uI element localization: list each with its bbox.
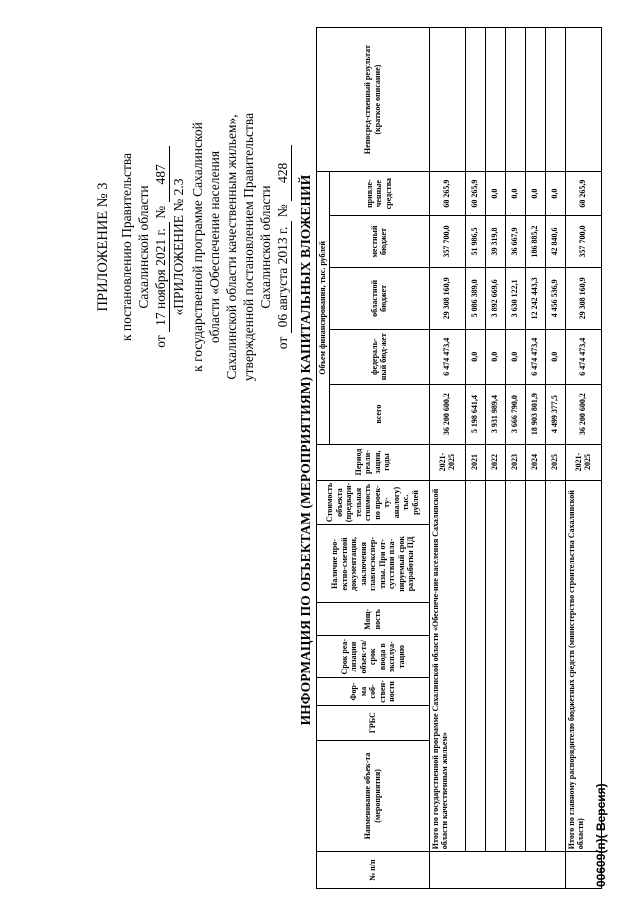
- cell-federal: 6 474 473,4: [525, 329, 545, 384]
- cell-period: 2021-2025: [565, 444, 601, 480]
- cell-other: 0,0: [545, 172, 565, 216]
- result-cell: [565, 28, 601, 172]
- program-appendix-number: 428: [274, 145, 292, 201]
- header-federal: федераль-ный бюд-жет: [329, 329, 429, 384]
- appendix-from-prefix: от: [153, 335, 168, 348]
- cell-other: 60 265,9: [429, 172, 465, 216]
- result-cell: [485, 28, 505, 172]
- section1-empty-cell: [485, 480, 505, 852]
- result-cell: [465, 28, 485, 172]
- cell-federal: 0,0: [505, 329, 525, 384]
- cell-regional: 5 086 389,0: [465, 267, 485, 329]
- section1-body: [429, 28, 565, 889]
- cell-federal: 0,0: [465, 329, 485, 384]
- appendix-date-line: [152, 67, 170, 427]
- cell-total: 5 198 641,4: [465, 384, 485, 444]
- cell-total: 36 200 600,2: [565, 384, 601, 444]
- cell-local: 51 986,5: [465, 216, 485, 268]
- result-cell: [505, 28, 525, 172]
- header-grbs: ГРБС: [317, 705, 430, 740]
- appendix-date: 17 ноября 2021 г.: [152, 222, 170, 332]
- cell-total: 3 666 790,0: [505, 384, 525, 444]
- result-cell: [429, 28, 465, 172]
- section1-empty-cell: [505, 480, 525, 852]
- cell-regional: 12 242 443,3: [525, 267, 545, 329]
- header-name: Наименование объек-та (мероприятия): [317, 740, 430, 852]
- section1-empty-cell: [525, 480, 545, 852]
- header-form: Фор-ма соб-ствен-ности: [317, 678, 430, 706]
- header-cost: Стоимость объекта (предвари-тельная стоимость по проек-ту-аналогу) тыс. рублей: [317, 480, 430, 525]
- cell-federal: 6 474 473,4: [429, 329, 465, 384]
- cell-other: 0,0: [505, 172, 525, 216]
- cell-total: 36 200 600,2: [429, 384, 465, 444]
- program-appendix-header: [170, 67, 292, 427]
- header-result: Непосред-ственный результат (краткое описание): [317, 28, 430, 172]
- document-title: ИНФОРМАЦИЯ ПО ОБЪЕКТАМ (МЕРОПРИЯТИЯМ) КАПИТАЛЬНЫХ ВЛОЖЕНИЙ: [298, 174, 313, 726]
- result-cell: [525, 28, 545, 172]
- section1-num-cell: [429, 852, 565, 889]
- appendix-number: 487: [152, 146, 170, 202]
- capital-investments-table: [316, 27, 602, 889]
- cell-total: 3 931 989,4: [485, 384, 505, 444]
- cell-other: 0,0: [485, 172, 505, 216]
- cell-period: 2022: [485, 444, 505, 480]
- program-appendix-date-line: [274, 67, 292, 427]
- cell-federal: 0,0: [485, 329, 505, 384]
- table-row: [545, 28, 565, 889]
- cell-federal: 0,0: [545, 329, 565, 384]
- cell-local: 39 319,8: [485, 216, 505, 268]
- section1-label: Итого по государственной программе Сахалинской области «Обеспече-ние населения Сахалинской области качественным жильем»: [429, 480, 465, 852]
- section2-label: Итого по главному распорядителю бюджетных средств (министерство строительства Сахалинской области): [565, 480, 601, 852]
- program-appendix-title: «ПРИЛОЖЕНИЕ № 2.3: [171, 178, 186, 316]
- table-row: [505, 28, 525, 889]
- cell-local: 36 667,9: [505, 216, 525, 268]
- program-appendix-line5: Сахалинской области: [258, 185, 273, 309]
- header-term: Срок реа-лизации объек-та/срок ввода в эксплуа-тацию: [317, 636, 430, 678]
- appendix-line2: Сахалинской области: [136, 185, 151, 309]
- table-row: [465, 28, 485, 889]
- header-other: привле-ченные средства: [329, 172, 429, 216]
- program-appendix-line4: утвержденной постановлением Правительства: [241, 112, 256, 382]
- version-label: 00609(п)( Версия): [594, 783, 608, 887]
- section1-empty-cell: [545, 480, 565, 852]
- cell-local: 186 885,2: [525, 216, 545, 268]
- header-total: всего: [329, 384, 429, 444]
- cell-local: 357 700,0: [429, 216, 465, 268]
- header-psd: Наличие про-ектно-сметной документации, заключения главгосэкспер-тизы. При от-сутствии пла-нируемый срок разработки ПД: [317, 525, 430, 603]
- cell-local: 42 840,6: [545, 216, 565, 268]
- appendix-3-header: [95, 67, 170, 427]
- cell-regional: 29 308 160,9: [429, 267, 465, 329]
- cell-other: 60 265,9: [565, 172, 601, 216]
- program-appendix-line3: Сахалинской области качественным жильем»,: [224, 114, 239, 380]
- cell-regional: 29 308 160,9: [565, 267, 601, 329]
- cell-period: 2021: [465, 444, 485, 480]
- cell-regional: 3 630 122,1: [505, 267, 525, 329]
- cell-federal: 6 474 473,4: [565, 329, 601, 384]
- appendix-num-prefix: №: [153, 205, 168, 219]
- cell-period: 2023: [505, 444, 525, 480]
- cell-period: 2021-2025: [429, 444, 465, 480]
- header-capacity: Мощ-ность: [317, 603, 430, 636]
- program-appendix-line1: к государственной программе Сахалинской: [190, 122, 205, 372]
- program-from-prefix: от: [275, 336, 290, 350]
- header-local: местный бюджет: [329, 216, 429, 268]
- header-funding: Объем финансирования, тыс. рублей: [317, 172, 330, 444]
- header-period: Период реали-зации, годы: [317, 444, 430, 480]
- table-row: [525, 28, 545, 889]
- appendix-line1: к постановлению Правительства: [119, 152, 134, 342]
- cell-total: 4 499 377,5: [545, 384, 565, 444]
- appendix-title: ПРИЛОЖЕНИЕ № 3: [95, 182, 111, 312]
- header-regional: областной бюджет: [329, 267, 429, 329]
- table-header-row: [317, 28, 330, 889]
- cell-local: 357 700,0: [565, 216, 601, 268]
- program-appendix-date: 06 августа 2013 г.: [274, 221, 292, 334]
- cell-other: 60 265,9: [465, 172, 485, 216]
- table-row: [565, 28, 601, 889]
- cell-total: 18 903 801,9: [525, 384, 545, 444]
- cell-regional: 3 892 669,6: [485, 267, 505, 329]
- section2-body: [565, 28, 601, 889]
- cell-other: 0,0: [525, 172, 545, 216]
- section1-empty-cell: [465, 480, 485, 852]
- cell-period: 2025: [545, 444, 565, 480]
- header-num: № п/п: [317, 852, 430, 889]
- table-row: [485, 28, 505, 889]
- result-cell: [545, 28, 565, 172]
- cell-period: 2024: [525, 444, 545, 480]
- table-row: [429, 28, 465, 889]
- cell-regional: 4 456 536,9: [545, 267, 565, 329]
- program-num-prefix: №: [275, 204, 290, 218]
- program-appendix-line2: области «Обеспечение населения: [207, 150, 222, 344]
